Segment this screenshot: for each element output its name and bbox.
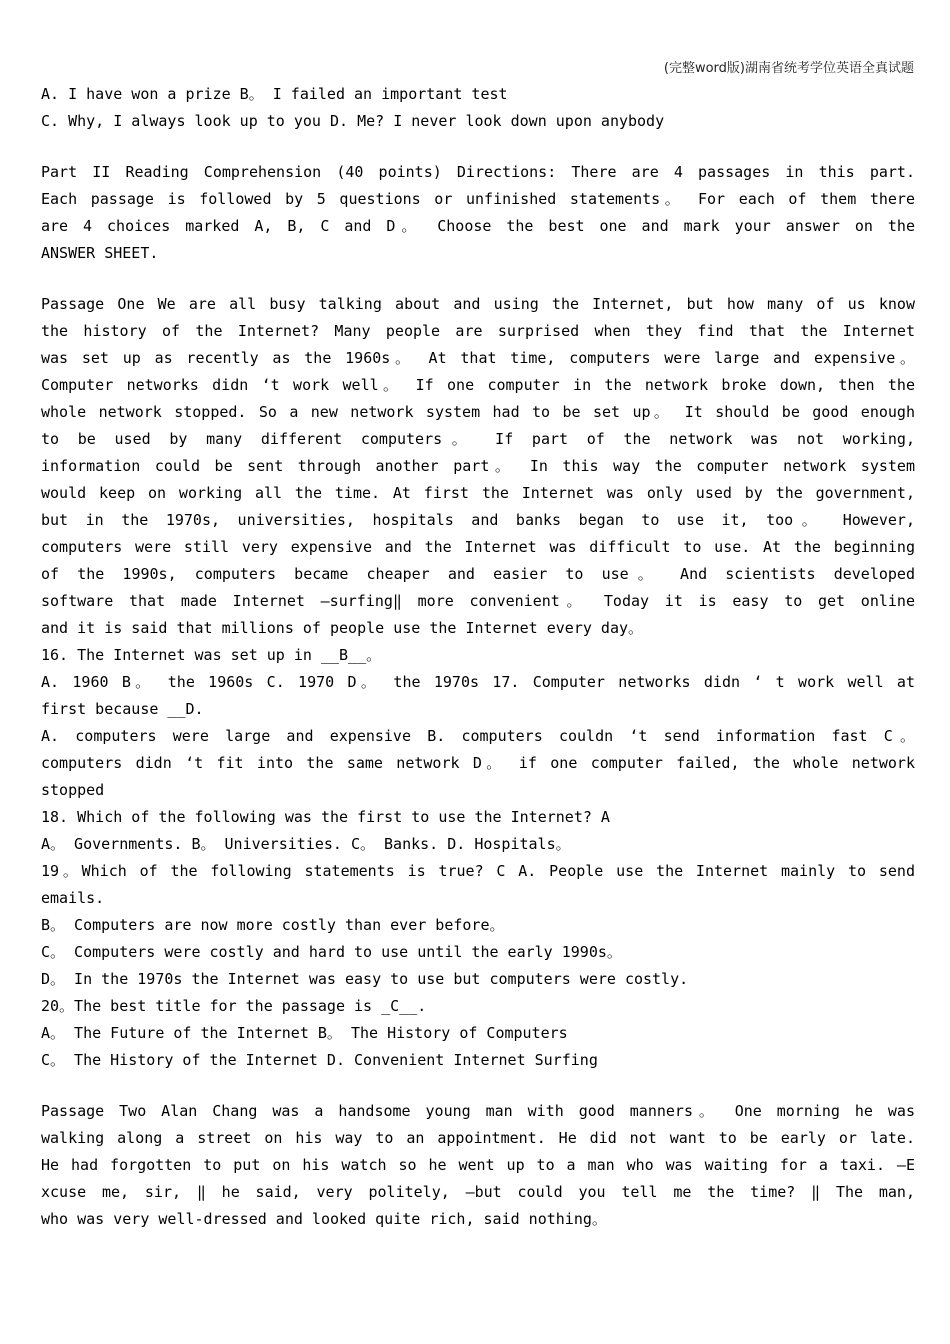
text-line: Each passage is followed by 5 questions or unfinished statements。 For each of them there [41, 190, 915, 208]
text-line: xcuse me, sir, ‖ he said, very politely, ―but could you tell me the time? ‖ The man, [41, 1183, 915, 1201]
text-line: stopped [41, 781, 105, 799]
blank-line [41, 1074, 915, 1098]
document-body [41, 81, 915, 1233]
text-line: D。 In the 1970s the Internet was easy to use but computers were costly. [41, 970, 689, 988]
text-line: Passage One We are all busy talking about and using the Internet, but how many of us know [41, 295, 915, 313]
text-line: first because __D. [41, 700, 204, 718]
text-line: emails. [41, 889, 105, 907]
text-line: of the 1990s, computers became cheaper and easier to use。 And scientists developed [41, 565, 915, 583]
text-line: C. Why, I always look up to you D. Me? I never look down upon anybody [41, 112, 665, 130]
text-line: to be used by many different computers。 If part of the network was not working, [41, 430, 915, 448]
text-line: B。 Computers are now more costly than ever before。 [41, 916, 505, 934]
text-line: C。 The History of the Internet D. Convenient Internet Surfing [41, 1051, 598, 1069]
text-line: software that made Internet ―surfing‖ more convenient。 Today it is easy to get online [41, 592, 915, 610]
blank-line [41, 267, 915, 291]
text-line: and it is said that millions of people use the Internet every day。 [41, 619, 643, 637]
text-line: would keep on working all the time. At first the Internet was only used by the government, [41, 484, 915, 502]
text-line: whole network stopped. So a new network system had to be set up。 It should be good enough [41, 403, 915, 421]
text-line: who was very well-dressed and looked quite rich, said nothing。 [41, 1210, 607, 1228]
text-line: A。 The Future of the Internet B。 The History of Computers [41, 1024, 568, 1042]
text-line: was set up as recently as the 1960s。 At that time, computers were large and expensive。 [41, 349, 915, 367]
text-line: computers were still very expensive and the Internet was difficult to use. At the beginning [41, 538, 915, 556]
text-line: Computer networks didn ‘t work well。 If one computer in the network broke down, then the [41, 376, 915, 394]
text-line: Part II Reading Comprehension (40 points) Directions: There are 4 passages in this part. [41, 163, 915, 181]
blank-line [41, 135, 915, 159]
text-line: but in the 1970s, universities, hospitals and banks began to use it, too。 However, [41, 511, 915, 529]
text-line: 19。Which of the following statements is true? C A. People use the Internet mainly to send [41, 862, 915, 880]
text-line: information could be sent through another part。 In this way the computer network system [41, 457, 915, 475]
text-line: C。 Computers were costly and hard to use until the early 1990s。 [41, 943, 622, 961]
text-line: 18. Which of the following was the first to use the Internet? A [41, 808, 610, 826]
text-line: A. 1960 B。 the 1960s C. 1970 D。 the 1970s 17. Computer networks didn ‘ t work well at [41, 673, 915, 691]
text-line: the history of the Internet? Many people are surprised when they find that the Internet [41, 322, 915, 340]
text-line: Passage Two Alan Chang was a handsome young man with good manners。 One morning he was [41, 1102, 915, 1120]
text-line: are 4 choices marked A, B, C and D。 Choose the best one and mark your answer on the [41, 217, 915, 235]
text-line: A。 Governments. B。 Universities. C。 Banks. D. Hospitals。 [41, 835, 571, 853]
text-line: walking along a street on his way to an appointment. He did not want to be early or late. [41, 1129, 915, 1147]
text-line: He had forgotten to put on his watch so he went up to a man who was waiting for a taxi. ―E [41, 1156, 915, 1174]
text-line: 20。The best title for the passage is _C__. [41, 997, 427, 1015]
text-line: 16. The Internet was set up in __B__。 [41, 646, 382, 664]
text-line: A. I have won a prize B。 I failed an important test [41, 85, 508, 103]
text-line: computers didn ‘t fit into the same network D。 if one computer failed, the whole network [41, 754, 915, 772]
text-line: A. computers were large and expensive B. computers couldn ‘t send information fast C。 [41, 727, 915, 745]
text-line: ANSWER SHEET. [41, 244, 159, 262]
page-header: (完整word版)湖南省统考学位英语全真试题 [663, 61, 914, 76]
